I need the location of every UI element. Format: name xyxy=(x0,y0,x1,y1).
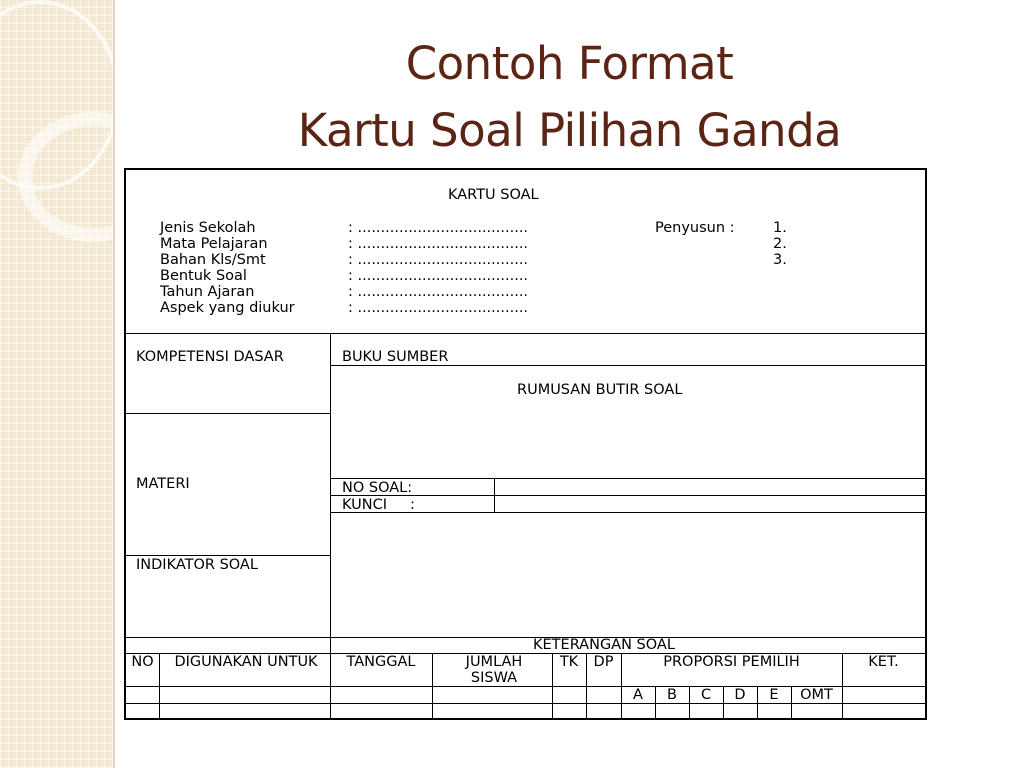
divider xyxy=(126,333,925,334)
penyusun-item: 3. xyxy=(773,252,787,268)
card-title: KARTU SOAL xyxy=(448,187,539,203)
indikator-soal-label: INDIKATOR SOAL xyxy=(136,557,258,573)
decorative-side-strip xyxy=(0,0,113,768)
proporsi-option: B xyxy=(667,687,677,703)
col-header-proporsi-pemilih: PROPORSI PEMILIH xyxy=(663,654,800,670)
no-soal-label: NO SOAL: xyxy=(342,480,413,496)
kartu-soal-card xyxy=(124,168,927,720)
divider xyxy=(330,333,331,637)
field-label: Aspek yang diukur xyxy=(160,300,295,316)
divider xyxy=(126,413,330,414)
proporsi-option: A xyxy=(633,687,643,703)
col-header-dp: DP xyxy=(593,654,614,670)
kompetensi-dasar-label: KOMPETENSI DASAR xyxy=(136,349,284,365)
divider xyxy=(126,555,330,556)
field-label: Mata Pelajaran xyxy=(160,236,268,252)
field-value: : ..................................... xyxy=(348,236,529,252)
field-value: : ..................................... xyxy=(348,268,529,284)
proporsi-option: C xyxy=(700,687,712,703)
divider xyxy=(330,637,331,653)
rumusan-butir-soal-label: RUMUSAN BUTIR SOAL xyxy=(517,382,683,398)
proporsi-option: OMT xyxy=(800,687,833,703)
proporsi-option: D xyxy=(734,687,746,703)
materi-label: MATERI xyxy=(136,476,190,492)
col-header-no: NO xyxy=(131,654,154,670)
col-header-digunakan-untuk: DIGUNAKAN UNTUK xyxy=(174,654,318,670)
penyusun-item: 1. xyxy=(773,220,787,236)
divider xyxy=(494,478,495,512)
col-header-ket: KET. xyxy=(868,654,899,670)
kunci-label: KUNCI : xyxy=(342,497,415,513)
proporsi-option: E xyxy=(769,687,779,703)
divider xyxy=(126,703,621,704)
field-value: : ..................................... xyxy=(348,300,529,316)
field-label: Tahun Ajaran xyxy=(160,284,255,300)
divider xyxy=(330,512,925,513)
field-label: Jenis Sekolah xyxy=(160,220,256,236)
field-value: : ..................................... xyxy=(348,220,529,236)
field-value: : ..................................... xyxy=(348,284,529,300)
divider xyxy=(432,653,433,720)
col-header-jumlah-siswa: JUMLAH SISWA xyxy=(465,654,523,686)
slide-title-line-2: Kartu Soal Pilihan Ganda xyxy=(297,104,842,157)
penyusun-label: Penyusun : xyxy=(655,220,735,236)
divider xyxy=(330,495,925,496)
divider xyxy=(159,653,160,720)
field-label: Bentuk Soal xyxy=(160,268,247,284)
slide-title-line-1: Contoh Format xyxy=(405,37,734,90)
divider xyxy=(330,478,925,479)
divider xyxy=(126,637,925,638)
col-header-tanggal: TANGGAL xyxy=(346,654,416,670)
keterangan-soal-label: KETERANGAN SOAL xyxy=(533,637,675,653)
field-value: : ..................................... xyxy=(348,252,529,268)
divider xyxy=(621,703,925,704)
col-header-tk: TK xyxy=(559,654,579,670)
field-label: Bahan Kls/Smt xyxy=(160,252,266,268)
buku-sumber-label: BUKU SUMBER xyxy=(342,349,449,365)
penyusun-item: 2. xyxy=(773,236,787,252)
divider xyxy=(330,365,925,366)
